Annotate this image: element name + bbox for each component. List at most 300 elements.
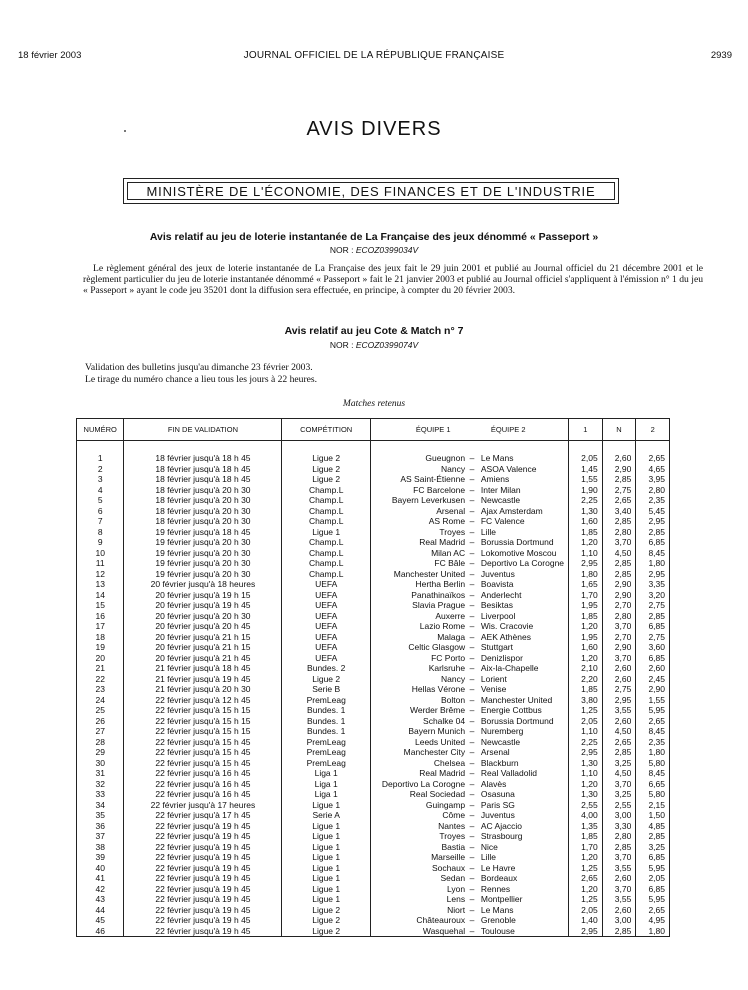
separator-dash: – — [469, 726, 475, 736]
table-row — [77, 863, 670, 874]
match-number: 41 — [77, 873, 124, 884]
odds-n: 2,85 — [602, 747, 636, 758]
match-number: 27 — [77, 726, 124, 737]
competition: UEFA — [282, 590, 370, 601]
competition: Champ.L — [282, 506, 370, 517]
separator-dash: – — [469, 694, 475, 705]
separator-dash: – — [469, 799, 475, 810]
separator-dash: – — [469, 747, 475, 757]
validation-end: 19 février jusqu'à 20 h 30 — [124, 537, 282, 548]
odds-1: 1,85 — [569, 684, 603, 695]
separator-dash: – — [469, 663, 475, 673]
odds-1: 2,05 — [569, 716, 603, 727]
avis1-title: Avis relatif au jeu de loterie instantanée de La Française des jeux dénommé « Passeport » — [149, 231, 599, 243]
team-1: Panathinaïkos — [370, 590, 467, 601]
odds-n: 2,85 — [602, 474, 636, 485]
competition: Champ.L — [282, 558, 370, 569]
competition: Champ.L — [282, 569, 370, 580]
odds-2: 5,95 — [636, 705, 670, 716]
match-number: 16 — [77, 611, 124, 622]
avis2-nor — [0, 340, 748, 350]
team-2: Grenoble — [477, 915, 569, 926]
separator-dash: – — [467, 926, 477, 937]
table-row — [77, 737, 670, 748]
team-2: Blackburn — [477, 758, 569, 769]
odds-1: 4,00 — [569, 810, 603, 821]
table-row — [77, 873, 670, 884]
separator-dash: – — [469, 894, 475, 904]
validation-end: 21 février jusqu'à 19 h 45 — [124, 674, 282, 685]
team-1: Lens — [370, 894, 467, 905]
table-row — [77, 779, 670, 790]
validation-end: 22 février jusqu'à 19 h 45 — [124, 915, 282, 926]
odds-n: 2,90 — [602, 590, 636, 601]
separator-dash: – — [469, 547, 475, 558]
odds-n: 3,25 — [602, 758, 636, 769]
odds-n: 2,90 — [602, 579, 636, 590]
competition: UEFA — [282, 579, 370, 590]
odds-1: 1,45 — [569, 464, 603, 475]
odds-2: 6,85 — [636, 852, 670, 863]
match-number: 42 — [77, 884, 124, 895]
odds-2: 8,45 — [636, 548, 670, 559]
match-number: 22 — [77, 674, 124, 685]
separator-dash: – — [469, 757, 475, 768]
team-1: Côme — [370, 810, 467, 821]
odds-n: 2,85 — [602, 926, 636, 937]
team-2: AC Ajaccio — [477, 821, 569, 832]
odds-2: 2,65 — [636, 716, 670, 727]
odds-n: 2,60 — [602, 716, 636, 727]
validation-end: 20 février jusqu'à 20 h 45 — [124, 621, 282, 632]
competition: PremLeag — [282, 758, 370, 769]
table-row — [77, 506, 670, 517]
match-number: 14 — [77, 590, 124, 601]
team-1: AS Saint-Étienne — [370, 474, 467, 485]
validation-end: 21 février jusqu'à 18 h 45 — [124, 663, 282, 674]
ministry-box — [123, 178, 619, 204]
odds-2: 4,85 — [636, 821, 670, 832]
match-number: 31 — [77, 768, 124, 779]
separator-dash: – — [469, 474, 475, 484]
odds-n: 2,60 — [602, 674, 636, 685]
match-number: 40 — [77, 863, 124, 874]
col-header-odds-2: 2 — [636, 419, 670, 441]
competition: Ligue 2 — [282, 674, 370, 685]
team-1: FC Bâle — [370, 558, 467, 569]
match-number: 24 — [77, 695, 124, 706]
odds-2: 2,65 — [636, 905, 670, 916]
match-number: 12 — [77, 569, 124, 580]
odds-n: 2,75 — [602, 684, 636, 695]
team-1: AS Rome — [370, 516, 467, 527]
separator-dash: – — [469, 621, 475, 631]
team-1: FC Porto — [370, 653, 467, 664]
col-header-equipe1: ÉQUIPE 1 — [415, 425, 451, 434]
match-number: 13 — [77, 579, 124, 590]
team-2: Strasbourg — [477, 831, 569, 842]
separator-dash: – — [469, 495, 475, 505]
team-2: Juventus — [477, 569, 569, 580]
odds-n: 3,00 — [602, 915, 636, 926]
table-row — [77, 485, 670, 496]
separator-dash: – — [469, 873, 475, 883]
table-row — [77, 474, 670, 485]
team-1: Arsenal — [370, 506, 467, 517]
validation-end: 22 février jusqu'à 17 h 45 — [124, 810, 282, 821]
odds-n: 3,55 — [602, 894, 636, 905]
separator-dash: – — [469, 558, 475, 568]
odds-1: 1,95 — [569, 632, 603, 643]
team-2: Wis. Cracovie — [477, 621, 569, 632]
stray-dot — [124, 130, 126, 132]
table-row — [77, 789, 670, 800]
match-number: 23 — [77, 684, 124, 695]
validation-end: 22 février jusqu'à 15 h 15 — [124, 726, 282, 737]
validation-end: 22 février jusqu'à 19 h 45 — [124, 863, 282, 874]
team-1: Troyes — [370, 831, 467, 842]
separator-dash: – — [469, 600, 475, 610]
validation-end: 22 février jusqu'à 16 h 45 — [124, 768, 282, 779]
odds-1: 2,05 — [569, 453, 603, 464]
odds-1: 2,25 — [569, 737, 603, 748]
table-body — [77, 441, 670, 937]
team-1: Sochaux — [370, 863, 467, 874]
validation-end: 20 février jusqu'à 21 h 15 — [124, 632, 282, 643]
table-row — [77, 621, 670, 632]
validation-end: 22 février jusqu'à 16 h 45 — [124, 789, 282, 800]
team-2: Anderlecht — [477, 590, 569, 601]
odds-2: 8,45 — [636, 768, 670, 779]
team-1: FC Barcelone — [370, 485, 467, 496]
table-row — [77, 590, 670, 601]
team-1: Troyes — [370, 527, 467, 538]
team-1: Schalke 04 — [370, 716, 467, 727]
odds-2: 8,45 — [636, 726, 670, 737]
odds-1: 1,70 — [569, 590, 603, 601]
match-number: 46 — [77, 926, 124, 937]
separator-dash: – — [469, 526, 475, 537]
match-number: 9 — [77, 537, 124, 548]
validation-end: 22 février jusqu'à 19 h 45 — [124, 873, 282, 884]
competition: Ligue 1 — [282, 800, 370, 811]
odds-2: 3,20 — [636, 590, 670, 601]
table-row — [77, 579, 670, 590]
team-2: Newcastle — [477, 737, 569, 748]
team-2: Energie Cottbus — [477, 705, 569, 716]
competition: Ligue 2 — [282, 915, 370, 926]
team-1: Nancy — [370, 674, 467, 685]
odds-1: 1,55 — [569, 474, 603, 485]
odds-n: 2,55 — [602, 800, 636, 811]
team-1: Real Madrid — [370, 537, 467, 548]
odds-2: 3,60 — [636, 642, 670, 653]
validation-end: 18 février jusqu'à 18 h 45 — [124, 453, 282, 464]
team-2: Borussia Dortmund — [477, 716, 569, 727]
table-spacer-row — [77, 441, 670, 454]
match-number: 33 — [77, 789, 124, 800]
competition: Champ.L — [282, 485, 370, 496]
team-1: Real Madrid — [370, 768, 467, 779]
table-row — [77, 453, 670, 464]
table-row — [77, 800, 670, 811]
separator-dash: – — [469, 883, 475, 894]
separator-dash: – — [469, 820, 475, 831]
competition: Bundes. 1 — [282, 716, 370, 727]
odds-2: 6,85 — [636, 653, 670, 664]
odds-2: 6,85 — [636, 884, 670, 895]
team-1: Wasquehal — [370, 926, 467, 937]
table-row — [77, 758, 670, 769]
col-header-competition: COMPÉTITION — [282, 419, 370, 441]
odds-n: 2,85 — [602, 842, 636, 853]
team-2: FC Valence — [477, 516, 569, 527]
odds-2: 6,85 — [636, 537, 670, 548]
team-1: Bayern Leverkusen — [370, 495, 467, 506]
odds-1: 1,65 — [569, 579, 603, 590]
table-row — [77, 894, 670, 905]
table-row — [77, 926, 670, 937]
odds-2: 2,45 — [636, 674, 670, 685]
odds-1: 2,95 — [569, 926, 603, 937]
separator-dash: – — [469, 589, 475, 600]
match-number: 35 — [77, 810, 124, 821]
validation-end: 20 février jusqu'à 21 h 15 — [124, 642, 282, 653]
odds-1: 2,20 — [569, 674, 603, 685]
team-2: Osasuna — [477, 789, 569, 800]
match-number: 18 — [77, 632, 124, 643]
validation-end: 22 février jusqu'à 15 h 45 — [124, 747, 282, 758]
odds-1: 3,80 — [569, 695, 603, 706]
competition: Ligue 2 — [282, 926, 370, 937]
competition: Champ.L — [282, 516, 370, 527]
table-row — [77, 642, 670, 653]
odds-2: 5,80 — [636, 758, 670, 769]
team-1: Châteauroux — [370, 915, 467, 926]
team-1: Chelsea — [370, 758, 467, 769]
odds-1: 2,65 — [569, 873, 603, 884]
odds-1: 1,20 — [569, 621, 603, 632]
team-1: Niort — [370, 905, 467, 916]
separator-dash: – — [469, 810, 475, 820]
odds-2: 2,65 — [636, 453, 670, 464]
validation-end: 22 février jusqu'à 19 h 45 — [124, 905, 282, 916]
validation-end: 20 février jusqu'à 21 h 45 — [124, 653, 282, 664]
odds-2: 6,85 — [636, 621, 670, 632]
validation-end: 22 février jusqu'à 12 h 45 — [124, 695, 282, 706]
journal-title: JOURNAL OFFICIEL DE LA RÉPUBLIQUE FRANÇAISE — [243, 50, 505, 61]
separator-dash: – — [469, 610, 475, 621]
validation-end: 22 février jusqu'à 19 h 45 — [124, 831, 282, 842]
table-row — [77, 516, 670, 527]
competition: Bundes. 1 — [282, 705, 370, 716]
odds-1: 1,40 — [569, 915, 603, 926]
team-2: Aix-la-Chapelle — [477, 663, 569, 674]
table-row — [77, 747, 670, 758]
validation-end: 22 février jusqu'à 15 h 15 — [124, 716, 282, 727]
table-row — [77, 674, 670, 685]
odds-1: 1,30 — [569, 758, 603, 769]
nor-label: NOR : — [329, 245, 354, 255]
team-2: Real Valladolid — [477, 768, 569, 779]
separator-dash: – — [469, 505, 475, 516]
validation-end: 22 février jusqu'à 15 h 45 — [124, 758, 282, 769]
team-2: Toulouse — [477, 926, 569, 937]
team-2: Denizlispor — [477, 653, 569, 664]
competition: Ligue 1 — [282, 884, 370, 895]
odds-1: 1,25 — [569, 894, 603, 905]
validation-end: 22 février jusqu'à 19 h 45 — [124, 894, 282, 905]
col-header-equipe2: ÉQUIPE 2 — [490, 425, 526, 434]
odds-1: 1,25 — [569, 863, 603, 874]
table-row — [77, 705, 670, 716]
match-number: 7 — [77, 516, 124, 527]
competition: UEFA — [282, 621, 370, 632]
table-row — [77, 653, 670, 664]
matches-table — [76, 418, 670, 937]
match-number: 5 — [77, 495, 124, 506]
odds-2: 5,80 — [636, 789, 670, 800]
validation-end: 20 février jusqu'à 20 h 30 — [124, 611, 282, 622]
match-number: 39 — [77, 852, 124, 863]
odds-2: 1,50 — [636, 810, 670, 821]
validation-end: 22 février jusqu'à 19 h 45 — [124, 852, 282, 863]
competition: Ligue 1 — [282, 852, 370, 863]
team-2: Liverpool — [477, 611, 569, 622]
competition: Ligue 1 — [282, 527, 370, 538]
table-row — [77, 663, 670, 674]
match-number: 38 — [77, 842, 124, 853]
separator-dash: – — [469, 484, 475, 495]
competition: PremLeag — [282, 737, 370, 748]
validation-end: 18 février jusqu'à 18 h 45 — [124, 464, 282, 475]
validation-end: 20 février jusqu'à 19 h 15 — [124, 590, 282, 601]
col-header-validation: FIN DE VALIDATION — [124, 419, 282, 441]
odds-n: 3,55 — [602, 705, 636, 716]
competition: Ligue 1 — [282, 842, 370, 853]
odds-1: 2,55 — [569, 800, 603, 811]
match-number: 34 — [77, 800, 124, 811]
avis1-paragraph: Le règlement général des jeux de loterie instantanée de La Française des jeux fait le 29 juin 2001 et publié au Journal officiel du 21 décembre 2001 et le règlement particulier du jeu de loterie instantanée dénommé « Passeport » fait le 21 janvier 2003 et publié au Journal officiel s'appliquent à l'émission n° 1 du jeu « Passeport » ayant le code jeu 35201 dont la diffusion sera effectuée, en principe, à compter du 20 février 2003. — [83, 263, 703, 296]
separator-dash: – — [469, 841, 475, 852]
validation-end: 18 février jusqu'à 20 h 30 — [124, 516, 282, 527]
odds-1: 1,70 — [569, 842, 603, 853]
odds-n: 3,55 — [602, 863, 636, 874]
team-1: Gueugnon — [370, 453, 467, 464]
odds-1: 2,95 — [569, 747, 603, 758]
table-row — [77, 821, 670, 832]
odds-2: 2,85 — [636, 831, 670, 842]
team-1: Werder Brême — [370, 705, 467, 716]
team-2: Le Mans — [477, 905, 569, 916]
team-1: Auxerre — [370, 611, 467, 622]
validation-end: 19 février jusqu'à 20 h 30 — [124, 548, 282, 559]
odds-n: 4,50 — [602, 768, 636, 779]
team-1: Manchester United — [370, 569, 467, 580]
odds-1: 1,20 — [569, 884, 603, 895]
odds-n: 2,60 — [602, 663, 636, 674]
match-number: 25 — [77, 705, 124, 716]
odds-n: 2,95 — [602, 695, 636, 706]
odds-2: 6,65 — [636, 779, 670, 790]
odds-2: 1,55 — [636, 695, 670, 706]
match-number: 43 — [77, 894, 124, 905]
validation-end: 22 février jusqu'à 19 h 45 — [124, 821, 282, 832]
match-number: 28 — [77, 737, 124, 748]
odds-n: 2,60 — [602, 453, 636, 464]
nor-code: ECOZ0399034V — [355, 245, 419, 255]
odds-1: 1,85 — [569, 831, 603, 842]
odds-1: 1,30 — [569, 789, 603, 800]
team-1: Guingamp — [370, 800, 467, 811]
team-1: Lyon — [370, 884, 467, 895]
validation-end: 19 février jusqu'à 20 h 30 — [124, 569, 282, 580]
separator-dash: – — [469, 736, 475, 747]
competition: Ligue 2 — [282, 464, 370, 475]
separator-dash: – — [469, 862, 475, 873]
separator-dash: – — [469, 537, 475, 547]
match-number: 17 — [77, 621, 124, 632]
col-header-numero: NUMÉRO — [77, 419, 124, 441]
page-number: 2939 — [710, 50, 732, 61]
separator-dash: – — [469, 463, 475, 474]
odds-1: 2,95 — [569, 558, 603, 569]
draw-line: Le tirage du numéro chance a lieu tous les jours à 22 heures. — [85, 374, 318, 385]
separator-dash: – — [469, 831, 475, 841]
team-1: Deportivo La Corogne — [370, 779, 467, 790]
validation-end: 19 février jusqu'à 18 h 45 — [124, 527, 282, 538]
competition: Liga 1 — [282, 789, 370, 800]
table-row — [77, 905, 670, 916]
separator-dash: – — [469, 705, 475, 715]
avis1-nor — [0, 245, 748, 255]
odds-n: 3,70 — [602, 852, 636, 863]
competition: Ligue 1 — [282, 863, 370, 874]
table-row — [77, 915, 670, 926]
odds-1: 1,10 — [569, 726, 603, 737]
table-row — [77, 884, 670, 895]
match-number: 26 — [77, 716, 124, 727]
validation-end: 18 février jusqu'à 20 h 30 — [124, 485, 282, 496]
odds-1: 1,85 — [569, 611, 603, 622]
team-1: Nantes — [370, 821, 467, 832]
match-number: 32 — [77, 779, 124, 790]
table-row — [77, 632, 670, 643]
validation-end: 22 février jusqu'à 19 h 45 — [124, 842, 282, 853]
team-2: Paris SG — [477, 800, 569, 811]
team-1: Hellas Vérone — [370, 684, 467, 695]
competition: Ligue 1 — [282, 873, 370, 884]
team-2: Lokomotive Moscou — [477, 548, 569, 559]
match-number: 44 — [77, 905, 124, 916]
odds-2: 5,95 — [636, 863, 670, 874]
separator-dash: – — [469, 673, 475, 684]
odds-2: 2,05 — [636, 873, 670, 884]
odds-1: 2,25 — [569, 495, 603, 506]
team-2: Lorient — [477, 674, 569, 685]
odds-2: 1,80 — [636, 926, 670, 937]
odds-n: 2,75 — [602, 485, 636, 496]
separator-dash: – — [469, 642, 475, 652]
odds-2: 5,45 — [636, 506, 670, 517]
table-row — [77, 716, 670, 727]
match-number: 37 — [77, 831, 124, 842]
match-number: 1 — [77, 453, 124, 464]
competition: UEFA — [282, 642, 370, 653]
team-1: Slavia Prague — [370, 600, 467, 611]
team-2: Besiktas — [477, 600, 569, 611]
section-title: AVIS DIVERS — [306, 118, 442, 140]
